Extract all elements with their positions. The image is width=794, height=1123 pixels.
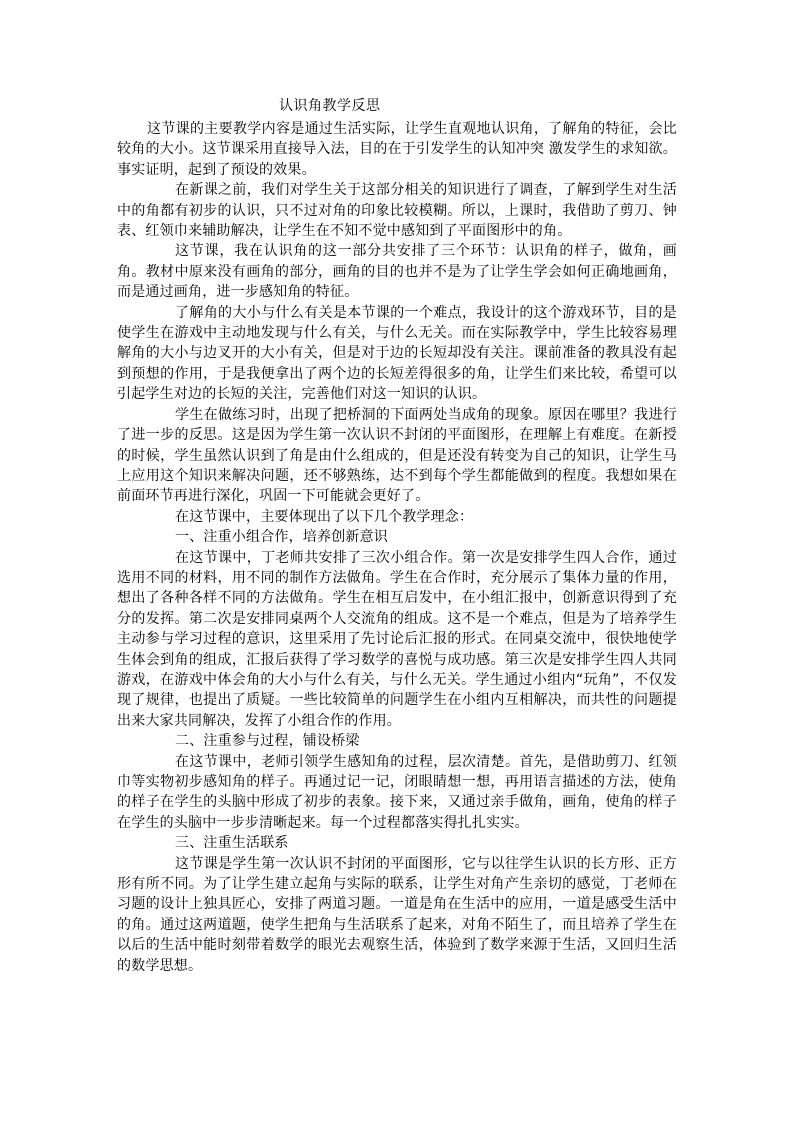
section-heading-2: 二、注重参与过程，铺设桥梁 xyxy=(175,733,360,750)
paragraph-prior-survey: 在新课之前，我们对学生关于这部分相关的知识进行了调查，了解到学生对生活中的角都有初步的认识，只不过对角的印象比较模糊。所以，上课时，我借助了剪刀、钟表、红领巾来辅助解决，让学生在不知不觉中感知到了平面图形中的角。 xyxy=(117,182,677,240)
paragraph-angle-size: 了解角的大小与什么有关是本节课的一个难点，我设计的这个游戏环节，目的是使学生在游戏中主动地发现与什么有关，与什么无关。而在实际教学中，学生比较容易理解角的大小与边叉开的大小有关，但是对于边的长短却没有关注。课前准备的教具没有起到预想的作用，于是我便拿出了两个边的长短差得很多的角，让学生们来比较，希望可以引起学生对边的长短的关注，完善他们对这一知识的认识。 xyxy=(117,304,677,403)
section-heading-1: 一、注重小组合作，培养创新意识 xyxy=(175,529,388,546)
section-heading-3: 三、注重生活联系 xyxy=(175,835,289,852)
document-page xyxy=(117,96,677,976)
paragraph-participation: 在这节课中，老师引领学生感知角的过程，层次清楚。首先，是借助剪刀、红领巾等实物初步感知角的样子。再通过记一记，闭眼睛想一想，再用语言描述的方法，使角的样子在学生的头脑中形成了初步的表象。接下来，又通过亲手做角，画角，使角的样子在学生的头脑中一步步清晰起来。每一个过程都落实得扎扎实实。 xyxy=(117,753,677,831)
paragraph-group-cooperation: 在这节课中，丁老师共安排了三次小组合作。第一次是安排学生四人合作，通过选用不同的材料，用不同的制作方法做角。学生在合作时，充分展示了集体力量的作用，想出了各种各样不同的方法做角。学生在相互启发中，在小组汇报中，创新意识得到了充分的发挥。第二次是安排同桌两个人交流角的组成。这不是一个难点，但是为了培养学生主动参与学习过程的意识，这里采用了先讨论后汇报的形式。在同桌交流中，很快地使学生体会到角的组成，汇报后获得了学习数学的喜悦与成功感。第三次是安排学生四人共同游戏，在游戏中体会角的大小与什么有关，与什么无关。学生通过小组内“玩角”，不仅发现了规律，也提出了质疑。一些比较简单的问题学生在小组内互相解决，而共性的问题提出来大家共同解决，发挥了小组合作的作用。 xyxy=(117,549,677,729)
paragraph-teaching-ideas: 在这节课中，主要体现出了以下几个教学理念： xyxy=(175,508,474,525)
document-title: 认识角教学反思 xyxy=(279,98,381,114)
paragraph-life-connection: 这节课是学生第一次认识不封闭的平面图形，它与以往学生认识的长方形、正方形有所不同。为了让学生建立起角与实际的联系，让学生对角产生亲切的感觉，丁老师在习题的设计上独具匠心，安排了两道习题。一道是角在生活中的应用，一道是感受生活中的角。通过这两道题，使学生把角与生活联系了起来，对角不陌生了，而且培养了学生在以后的生活中能时刻带着数学的眼光去观察生活，体验到了数学来源于生活，又回归生活的数学思想。 xyxy=(117,855,677,974)
paragraph-intro: 这节课的主要教学内容是通过生活实际，让学生直观地认识角，了解角的特征，会比较角的大小。这节课采用直接导入法，目的在于引发学生的认知冲突 激发学生的求知欲。事实证明，起到了预设的效果。 xyxy=(117,121,677,178)
paragraph-three-steps: 这节课，我在认识角的这一部分共安排了三个环节：认识角的样子，做角，画角。教材中原来没有画角的部分，画角的目的也并不是为了让学生学会如何正确地画角，而是通过画角，进一步感知角的特征。 xyxy=(117,243,677,301)
paragraph-exercise-reflection: 学生在做练习时，出现了把桥洞的下面两处当成角的现象。原因在哪里？我进行了进一步的反思。这是因为学生第一次认识不封闭的平面图形，在理解上有难度。在新授的时候，学生虽然认识到了角是由什么组成的，但是还没有转变为自己的知识，让学生马上应用这个知识来解决问题，还不够熟练，达不到每个学生都能做到的程度。我想如果在前面环节再进行深化，巩固一下可能就会更好了。 xyxy=(117,406,677,505)
